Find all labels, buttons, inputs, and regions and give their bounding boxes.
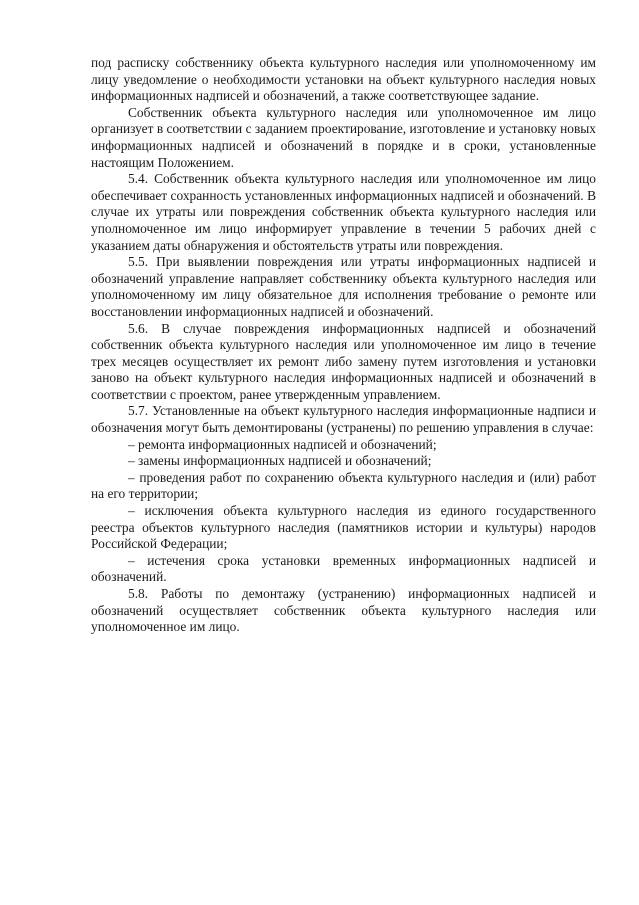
paragraph-5-5: 5.5. При выявлении повреждения или утраты информационных надписей и обозначений управление направляет собственнику объекта культурного наследия или уполномоченному им лицу обязательное для исполнения требование о ремонте или восстановлении информационных надписей и обозначений. bbox=[91, 254, 596, 319]
paragraph-5-4: 5.4. Собственник объекта культурного наследия или уполномоченное им лицо обеспечивает сохранность установленных информационных надписей и обозначений. В случае их утраты или повреждения собственник объекта культурного наследия или уполномоченное им лицо информирует управление в течении 5 рабочих дней с указанием даты обнаружения и обстоятельств утраты или повреждения. bbox=[91, 171, 596, 253]
paragraph-5-6: 5.6. В случае повреждения информационных надписей и обозначений собственник объекта культурного наследия или уполномоченное им лицо в течение трех месяцев осуществляет их ремонт либо замену путем изготовления и установки заново на объект культурного наследия информационных надписей и обозначений в соответствии с проектом, ранее утвержденным управлением. bbox=[91, 320, 596, 402]
list-item-replacement: – замены информационных надписей и обозначений; bbox=[128, 453, 432, 469]
list-item-term-expiry: – истечения срока установки временных информационных надписей и обозначений. bbox=[91, 552, 596, 585]
list-item-registry-exclusion: – исключения объекта культурного наследия из единого государственного реестра объектов культурного наследия (памятников истории и культуры) народов Российской Федерации; bbox=[91, 503, 596, 552]
list-item-repair: – ремонта информационных надписей и обозначений; bbox=[128, 436, 437, 452]
list-item-preservation-works: – проведения работ по сохранению объекта культурного наследия и (или) работ на его территории; bbox=[91, 469, 596, 502]
paragraph-5-7: 5.7. Установленные на объект культурного наследия информационные надписи и обозначения могут быть демонтированы (устранены) по решению управления в случае: bbox=[91, 403, 596, 436]
paragraph-continuation: под расписку собственнику объекта культурного наследия или уполномоченному им лицу уведомление о необходимости установки на объект культурного наследия новых информационных надписей и обозначений, а также соответствующее задание. bbox=[91, 55, 596, 104]
paragraph-owner-organizes: Собственник объекта культурного наследия или уполномоченное им лицо организует в соответствии с заданием проектирование, изготовление и установку новых информационных надписей и обозначений в порядке и в сроки, установленные настоящим Положением. bbox=[91, 104, 596, 170]
paragraph-5-8: 5.8. Работы по демонтажу (устранению) информационных надписей и обозначений осуществляет собственник объекта культурного наследия или уполномоченное им лицо. bbox=[91, 586, 596, 635]
document-body bbox=[91, 55, 596, 636]
